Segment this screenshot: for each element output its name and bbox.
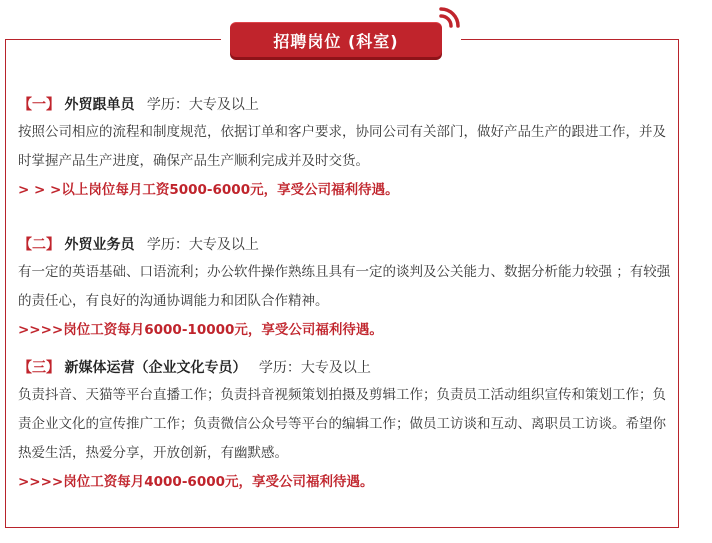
position-education: 学历：大专及以上 [146,97,259,113]
section-title: 招聘岗位 (科室) [230,22,442,57]
position-index: 【二】 [18,237,60,253]
position-block [18,92,676,204]
position-heading [18,355,676,381]
position-education: 学历：大专及以上 [146,237,259,253]
title-banner [221,20,461,60]
position-description: 负责抖音、天猫等平台直播工作；负责抖音视频策划拍摄及剪辑工作；负责员工活动组织宣传和策划工作；负责企业文化的宣传推广工作；负责微信公众号等平台的编辑工作；做员工访谈和互动、离职员工访谈。希望你热爱生活，热爱分享，开放创新，有幽默感。 [18,387,666,461]
position-index: 【三】 [18,360,60,376]
position-education: 学历：大专及以上 [258,360,371,376]
position-heading [18,232,676,258]
position-index: 【一】 [18,97,60,113]
position-block [18,232,676,344]
position-salary: > > >以上岗位每月工资5000-6000元，享受公司福利待遇。 [18,182,399,198]
position-role: 外贸业务员 [64,237,135,253]
position-block [18,355,676,496]
position-heading [18,92,676,118]
position-role: 外贸跟单员 [64,97,135,113]
position-salary: >>>>岗位工资每月4000-6000元，享受公司福利待遇。 [18,474,374,490]
position-description: 按照公司相应的流程和制度规范，依据订单和客户要求，协同公司有关部门，做好产品生产的跟进工作，并及时掌握产品生产进度，确保产品生产顺利完成并及时交货。 [18,124,666,169]
signal-arcs-icon [438,7,460,31]
position-salary: >>>>岗位工资每月6000-10000元，享受公司福利待遇。 [18,322,383,338]
position-role: 新媒体运营（企业文化专员） [64,360,247,376]
position-description: 有一定的英语基础、口语流利；办公软件操作熟练且具有一定的谈判及公关能力、数据分析能力较强 ；有较强的责任心，有良好的沟通协调能力和团队合作精神。 [18,264,671,309]
